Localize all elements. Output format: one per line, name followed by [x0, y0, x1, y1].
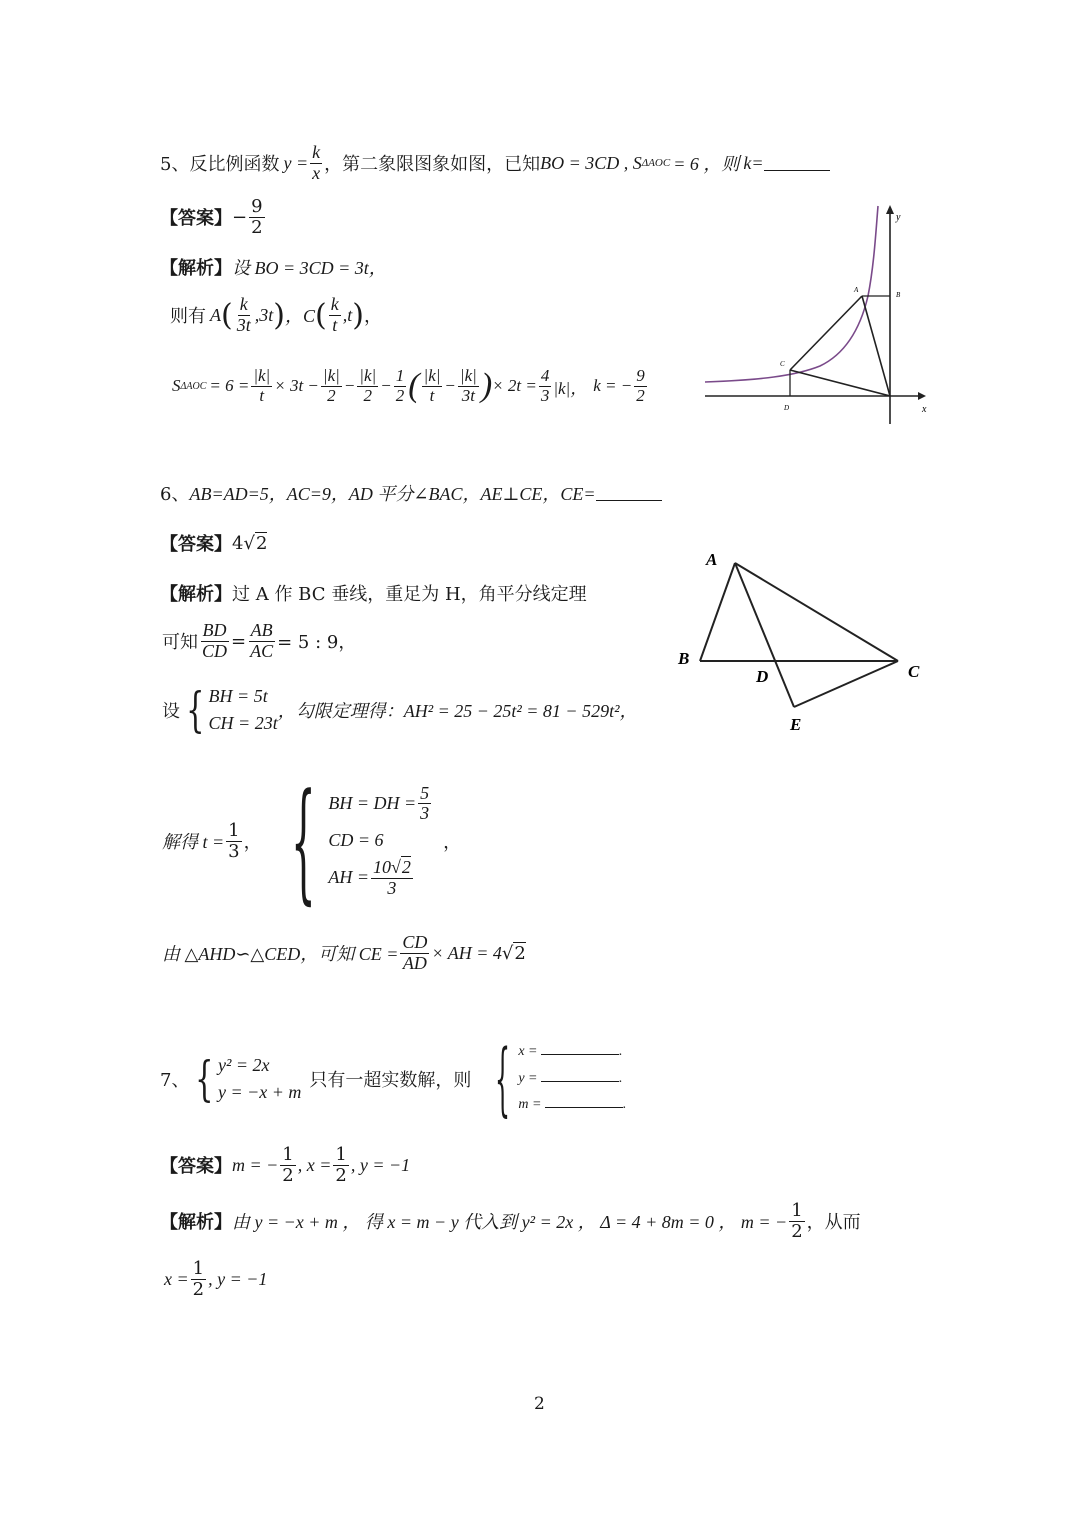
q7-number: 7、	[160, 1070, 190, 1091]
q7-analysis-line1: 【解析】 由 y = −x + m ， 得 x = m − y 代入到 y² = 2x ， Δ = 4 + 8m = 0 ， m = − $\frac{1}{2}$ ，从而	[160, 1199, 861, 1242]
segment-ab	[700, 563, 735, 661]
point-c-label: C	[908, 662, 920, 681]
segment-co	[790, 370, 890, 396]
q5-answer: 【答案】 − $\frac{9}{2}$	[160, 195, 263, 238]
q7-m-blank	[545, 1095, 623, 1108]
q6-answer-blank	[596, 486, 662, 501]
q5-hyperbola-graph	[700, 200, 940, 430]
q7-question: 7、 { y² = 2x y = −x + m 只有一超实数解，则 { x = . y = . m = .	[160, 1032, 627, 1125]
analysis-label: 【解析】	[160, 584, 232, 605]
point-d-label: D	[756, 667, 769, 686]
answer-label: 【答案】	[160, 1156, 232, 1177]
point-b-label: B	[896, 291, 901, 299]
q7-analysis-line2: x = $\frac{1}{2}$ , y = −1	[164, 1257, 268, 1300]
segment-ce	[794, 661, 898, 707]
point-c-label: C	[780, 360, 785, 368]
q5-question: 5、 反比例函数 y = $\frac{k}{x}$ ，第二象限图象如图，已知 BO = 3CD , S ΔAOC = 6 ，则 k=	[160, 138, 830, 188]
q5-answer-blank	[764, 156, 830, 171]
q6-answer: 【答案】 4 √ 2	[160, 530, 267, 556]
point-d-label: D	[784, 404, 790, 412]
segment-ao	[862, 296, 890, 396]
point-b-label: B	[678, 649, 690, 668]
q6-number: 6、	[160, 484, 190, 505]
q5-analysis-line2: 则有 A ( $\frac{k}{3t}$ ,3t ) ，C ( $\frac{k}{t}$ ,t ) ，	[170, 293, 382, 335]
analysis-label: 【解析】	[160, 258, 232, 279]
analysis-label: 【解析】	[160, 1212, 232, 1233]
answer-label: 【答案】	[160, 534, 232, 555]
q5-area-formula: S ΔAOC = 6 = $\frac{|k|}{t}$ × 3t − $\frac{|k|}{2}$ − $\frac{|k|}{2}$ − $\frac{1}{2}$ ( $\frac{|k|}{t}$ − $\frac{|k|}{3t}$ ) × 2t = $\frac{4}{3}$ |k|， k = − $\frac{9}{2}$	[172, 365, 645, 405]
q6-system: 设 { BH = 5t CH = 23t ，勾限定理得：AH² = 25 − 25t² = 81 − 529t²，	[162, 682, 638, 738]
q5-analysis-line1: 【解析】设 BO = 3CD = 3t，	[160, 258, 387, 279]
segment-ca	[790, 296, 862, 370]
point-a-label: A	[854, 286, 859, 294]
answer-label: 【答案】	[160, 208, 232, 229]
q7-x-blank	[541, 1042, 619, 1055]
q6-triangle-figure	[670, 545, 930, 740]
q6-similarity: 由 △AHD∽△CED，可知 CE = $\frac{CD}{AD}$ × AH = 4 √ 2	[162, 931, 526, 973]
q6-analysis-line1: 【解析】过 A 作 BC 垂线，重足为 H，角平分线定理	[160, 584, 587, 605]
q6-solution: 解得 t = $\frac{1}{3}$ ， { BH = DH = $\frac{5}{3}$ CD = 6 AH = $\frac{10√2}{3}$ ，	[162, 765, 462, 917]
q6-question: 6、 AB=AD=5，AC=9，AD 平分∠BAC，AE⊥CE，CE=	[160, 480, 662, 506]
point-e-label: E	[790, 715, 802, 734]
q5-number: 5、	[160, 154, 190, 175]
point-a-label: A	[706, 550, 718, 569]
y-axis-label: y	[896, 212, 901, 223]
segment-ac	[735, 563, 898, 661]
page-number: 2	[534, 1394, 545, 1414]
q7-y-blank	[541, 1069, 619, 1082]
q5-fraction: $\frac{k}{x}$	[312, 141, 321, 183]
hyperbola-curve	[705, 206, 878, 382]
q6-ratio: 可知 $\frac{BD}{CD}$ = $\frac{AB}{AC}$ = 5 : 9，	[162, 619, 357, 661]
q7-answer: 【答案】 m = − $\frac{1}{2}$ , x = $\frac{1}{2}$ , y = −1	[160, 1143, 411, 1186]
x-axis-label: x	[922, 404, 927, 415]
